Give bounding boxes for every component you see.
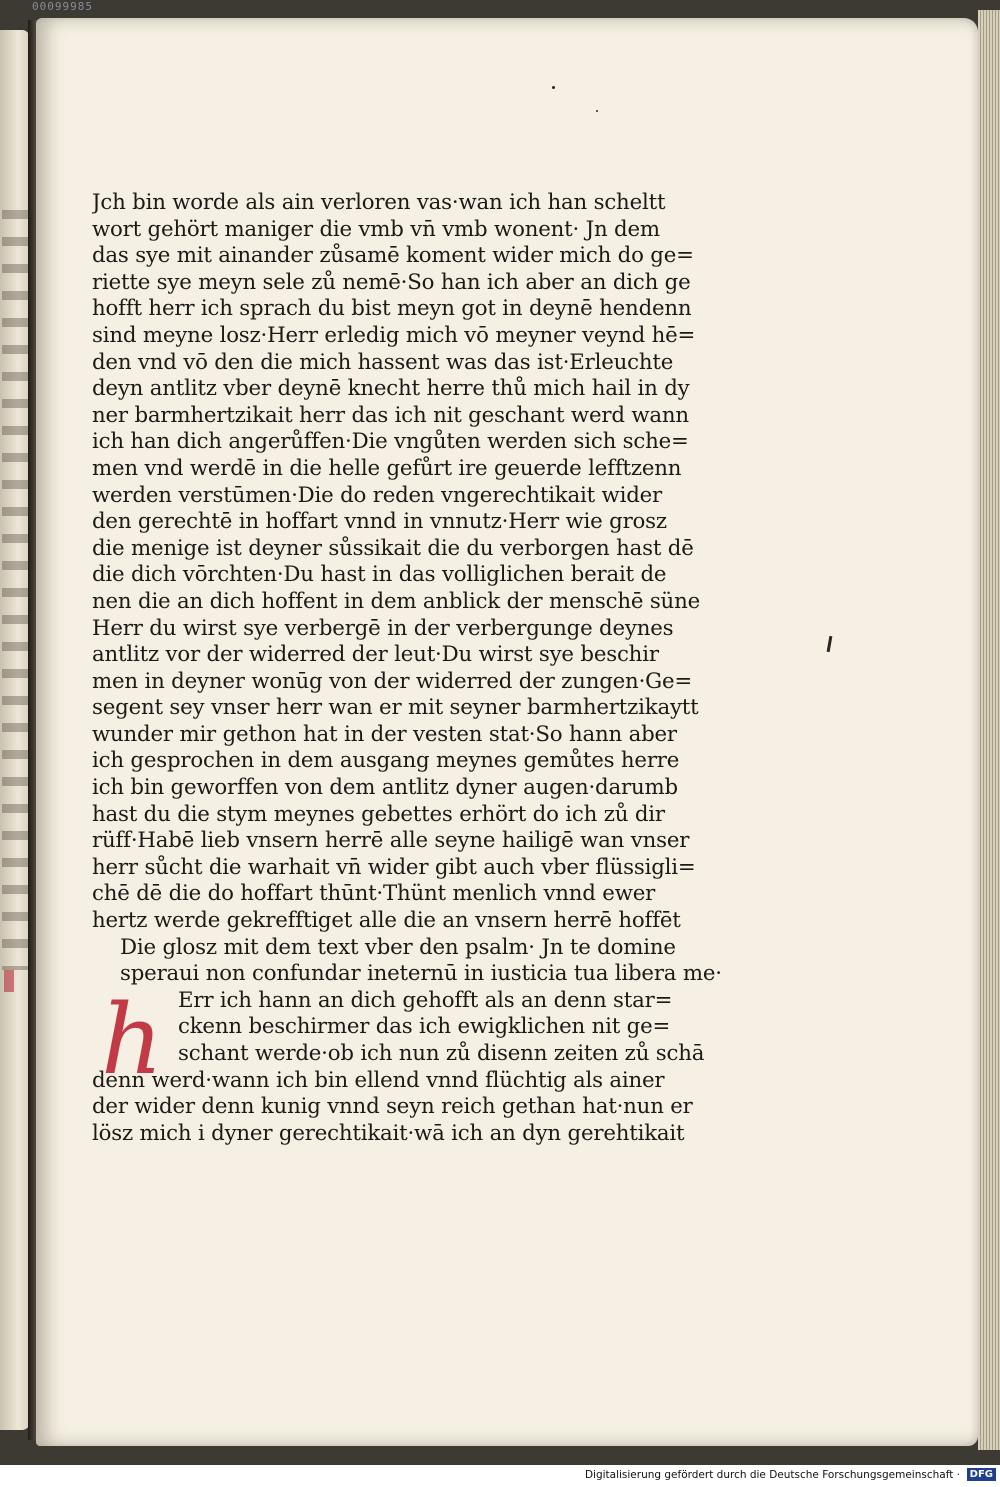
text-line: die menige ist deyner sůssikait die du verborgen hast dē (92, 535, 694, 561)
text-line: antlitz vor der widerred der leut·Du wirst sye beschir (92, 642, 659, 668)
text-line: ckenn beschirmer das ich ewigklichen nit ge= (178, 1014, 671, 1040)
footer-bar (0, 1465, 1000, 1487)
text-line: hast du die stym meynes gebettes erhört do ich zů dir (92, 801, 665, 827)
ink-speck (552, 86, 555, 89)
gloss-heading (92, 935, 732, 988)
facing-page-rubric-mark (4, 970, 14, 992)
text-line: Jch bin worde als ain verloren vas·wan ich han scheltt (92, 190, 666, 215)
text-line: den vnd vō den die mich hassent was das ist·Erleuchte (92, 349, 674, 375)
text-line: Err ich hann an dich gehofft als an denn star= (178, 987, 673, 1013)
shelfmark: 00099985 (32, 0, 93, 13)
text-line: sind meyne losz·Herr erledig mich vō meyner veynd hē= (92, 322, 696, 348)
text-line: men vnd werdē in die helle gefůrt ire geuerde lefftzenn (92, 455, 682, 481)
text-line: den gerechtē in hoffart vnnd in vnnutz·Herr wie grosz (92, 509, 667, 535)
text-line: denn werd·wann ich bin ellend vnnd flüchtig als ainer (92, 1067, 665, 1093)
main-text (92, 190, 732, 935)
text-line: hofft herr ich sprach du bist meyn got in deynē hendenn (92, 296, 692, 322)
text-line: speraui non confundar ineternū in iusticia tua libera me· (120, 961, 722, 987)
closing-text (92, 1068, 732, 1148)
text-line: schant werde·ob ich nun zů disenn zeiten zů schā (178, 1041, 705, 1066)
text-line: men in deyner wonūg von der widerred der zungen·Ge= (92, 668, 692, 694)
text-line: Herr du wirst sye verbergē in der verbergunge deynes (92, 615, 674, 641)
text-line: segent sey vnser herr wan er mit seyner barmhertzikaytt (92, 695, 699, 721)
text-line: ich bin geworffen von dem antlitz dyner augen·darumb (92, 775, 678, 801)
dfg-logo: DFG (967, 1468, 996, 1481)
text-line: herr sůcht die warhait vn̄ wider gibt auch vber flüssigli= (92, 854, 696, 880)
rubricated-initial: h (101, 983, 163, 1096)
text-line: nen die an dich hoffent in dem anblick der menschē süne (92, 588, 700, 614)
text-line: rüff·Habē lieb vnsern herrē alle seyne hailigē wan vnser (92, 828, 690, 854)
text-line: ich gesprochen in dem ausgang meynes gemůtes herre (92, 748, 680, 774)
page-edges (978, 10, 1000, 1450)
text-line: werden verstūmen·Die do reden vngerechtikait wider (92, 482, 663, 508)
text-line: deyn antlitz vber deynē knecht herre thů mich hail in dy (92, 376, 690, 402)
text-line: riette sye meyn sele zů nemē·So han ich aber an dich ge (92, 269, 691, 295)
initial-paragraph-lines (92, 988, 732, 1068)
text-line: wunder mir gethon hat in der vesten stat·So hann aber (92, 721, 677, 747)
text-line: ner barmhertzikait herr das ich nit geschant werd wann (92, 402, 689, 428)
text-line: lösz mich i dyner gerechtikait·wā ich an dyn gerehtikait (92, 1120, 685, 1146)
text-line: der wider denn kunig vnnd seyn reich gethan hat·nun er (92, 1094, 693, 1120)
text-line: die dich vōrchten·Du hast in das volliglichen berait de (92, 562, 667, 588)
text-line: ich han dich angerůffen·Die vngůten werden sich sche= (92, 429, 689, 455)
text-block (92, 190, 732, 1147)
text-line: hertz werde gekrefftiget alle die an vnsern herrē hoffēt (92, 908, 681, 934)
ink-speck (596, 110, 598, 112)
facing-page-edge (0, 30, 30, 1430)
text-line: chē dē die do hoffart thūnt·Thünt menlich vnnd ewer (92, 881, 656, 907)
text-line: das sye mit ainander zůsamē koment wider mich do ge= (92, 243, 694, 269)
facing-page-text-fragment (2, 210, 28, 970)
funding-credit: Digitalisierung gefördert durch die Deutsche Forschungsgemeinschaft · (584, 1469, 960, 1481)
text-line: wort gehört maniger die vmb vn̄ vmb wonent· Jn dem (92, 216, 660, 242)
text-line: Die glosz mit dem text vber den psalm· Jn te domine (120, 934, 676, 960)
